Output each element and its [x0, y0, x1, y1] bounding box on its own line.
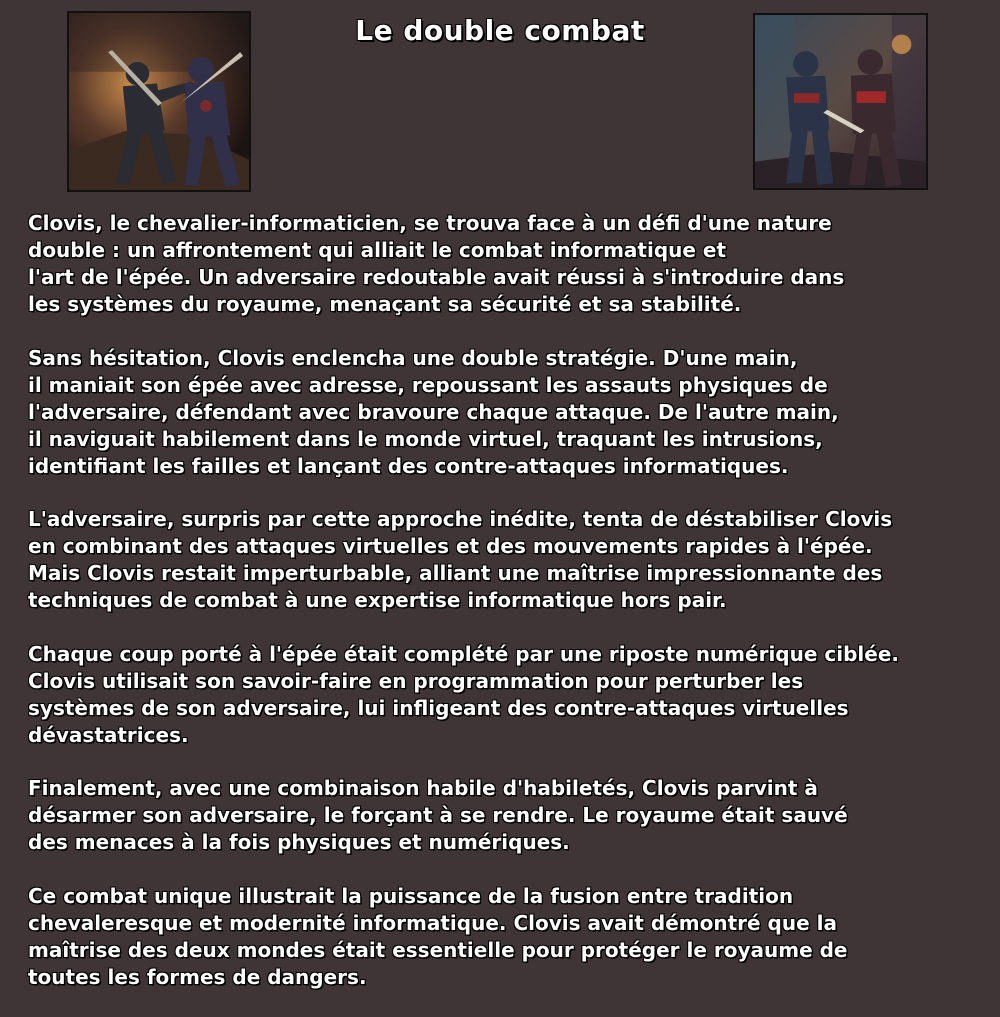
right-illustration — [753, 13, 928, 190]
knights-sword-fight-image — [69, 13, 249, 190]
story-text — [28, 210, 988, 1017]
left-illustration — [67, 11, 251, 192]
paragraph-5: Finalement, avec une combinaison habile d'habiletés, Clovis parvint à désarmer son adversaire, le forçant à se rendre. Le royaume était sauvé des menaces à la fois physiques et numériques. — [28, 776, 848, 854]
paragraph-2: Sans hésitation, Clovis enclencha une double stratégie. D'une main, il maniait son épée avec adresse, repoussant les assauts physiques de l'adversaire, défendant avec bravoure chaque attaque. De l'autre main, il naviguait habilement dans le monde virtuel, traquant les intrusions, identifiant les failles et lançant des contre-attaques informatiques. — [28, 345, 839, 478]
paragraph-4: Chaque coup porté à l'épée était complété par une riposte numérique ciblée. Clovis utilisait son savoir-faire en programmation pour perturber les systèmes de son adversaire, lui infligeant des contre-attaques virtuelles dévastatrices. — [28, 641, 899, 747]
paragraph-3: L'adversaire, surpris par cette approche inédite, tenta de déstabiliser Clovis en combinant des attaques virtuelles et des mouvements rapides à l'épée. Mais Clovis restait imperturbable, alliant une maîtrise impressionnante des techniques de combat à une expertise informatique hors pair. — [28, 507, 893, 612]
page-title: Le double combat — [355, 14, 645, 47]
paragraph-6: Ce combat unique illustrait la puissance de la fusion entre tradition chevaleresque et modernité informatique. Clovis avait démontré que la maîtrise des deux mondes était essentielle pour protéger le royaume de toutes les formes de dangers. — [28, 883, 848, 989]
knights-sword-fight-image — [755, 15, 926, 188]
paragraph-1: Clovis, le chevalier-informaticien, se trouva face à un défi d'une nature double : un affrontement qui alliait le combat informatique et l'art de l'épée. Un adversaire redoutable avait réussi à s'introduire dans les systèmes du royaume, menaçant sa sécurité et sa stabilité. — [28, 211, 845, 316]
